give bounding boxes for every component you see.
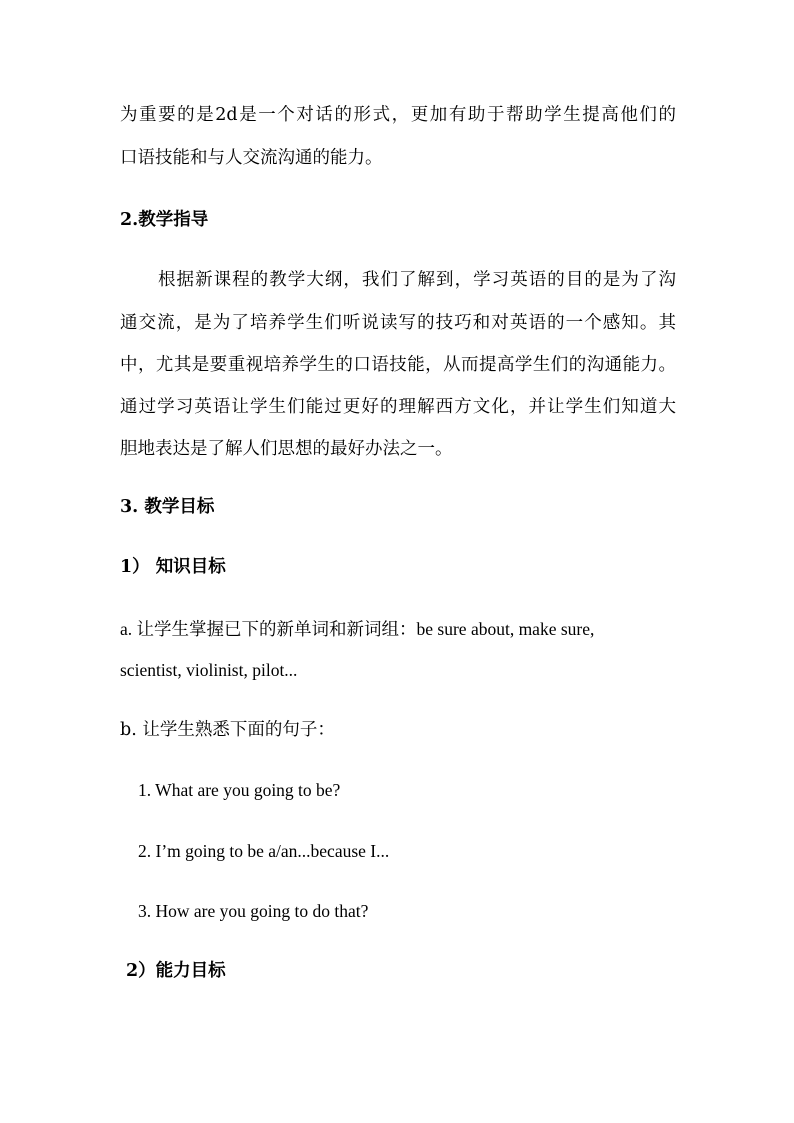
intro-paragraph-line-2: 口语技能和与人交流沟通的能力。 <box>120 148 383 168</box>
section-2-paragraph-line-1: 根据新课程的教学大纲，我们了解到，学习英语的目的是为了沟 <box>158 270 676 290</box>
intro-paragraph-line-1: 为重要的是2d是一个对话的形式，更加有助于帮助学生提高他们的 <box>120 105 676 125</box>
item-a-line-2: scientist, violinist, pilot... <box>120 660 298 680</box>
section-2-paragraph-line-3: 中，尤其是要重视培养学生的口语技能，从而提高学生们的沟通能力。 <box>120 355 676 375</box>
knowledge-goals-heading: 1） 知识目标 <box>120 557 226 577</box>
sentence-1: 1. What are you going to be? <box>138 780 341 800</box>
ability-goals-heading: 2）能力目标 <box>126 961 226 981</box>
sentence-3: 3. How are you going to do that? <box>138 901 369 921</box>
item-b-line: b. 让学生熟悉下面的句子： <box>120 720 335 740</box>
sentence-2: 2. I’m going to be a/an...because I... <box>138 841 390 861</box>
section-2-paragraph-line-2: 通交流，是为了培养学生们听说读写的技巧和对英语的一个感知。其 <box>120 313 676 333</box>
section-2-heading: 2.教学指导 <box>120 210 209 230</box>
section-2-paragraph-line-5: 胆地表达是了解人们思想的最好办法之一。 <box>120 439 453 459</box>
section-2-paragraph-line-4: 通过学习英语让学生们能过更好的理解西方文化，并让学生们知道大 <box>120 397 676 417</box>
item-a-line-1: a. 让学生掌握已下的新单词和新词组：be sure about, make sure, <box>120 619 595 639</box>
section-3-heading: 3. 教学目标 <box>120 497 215 517</box>
